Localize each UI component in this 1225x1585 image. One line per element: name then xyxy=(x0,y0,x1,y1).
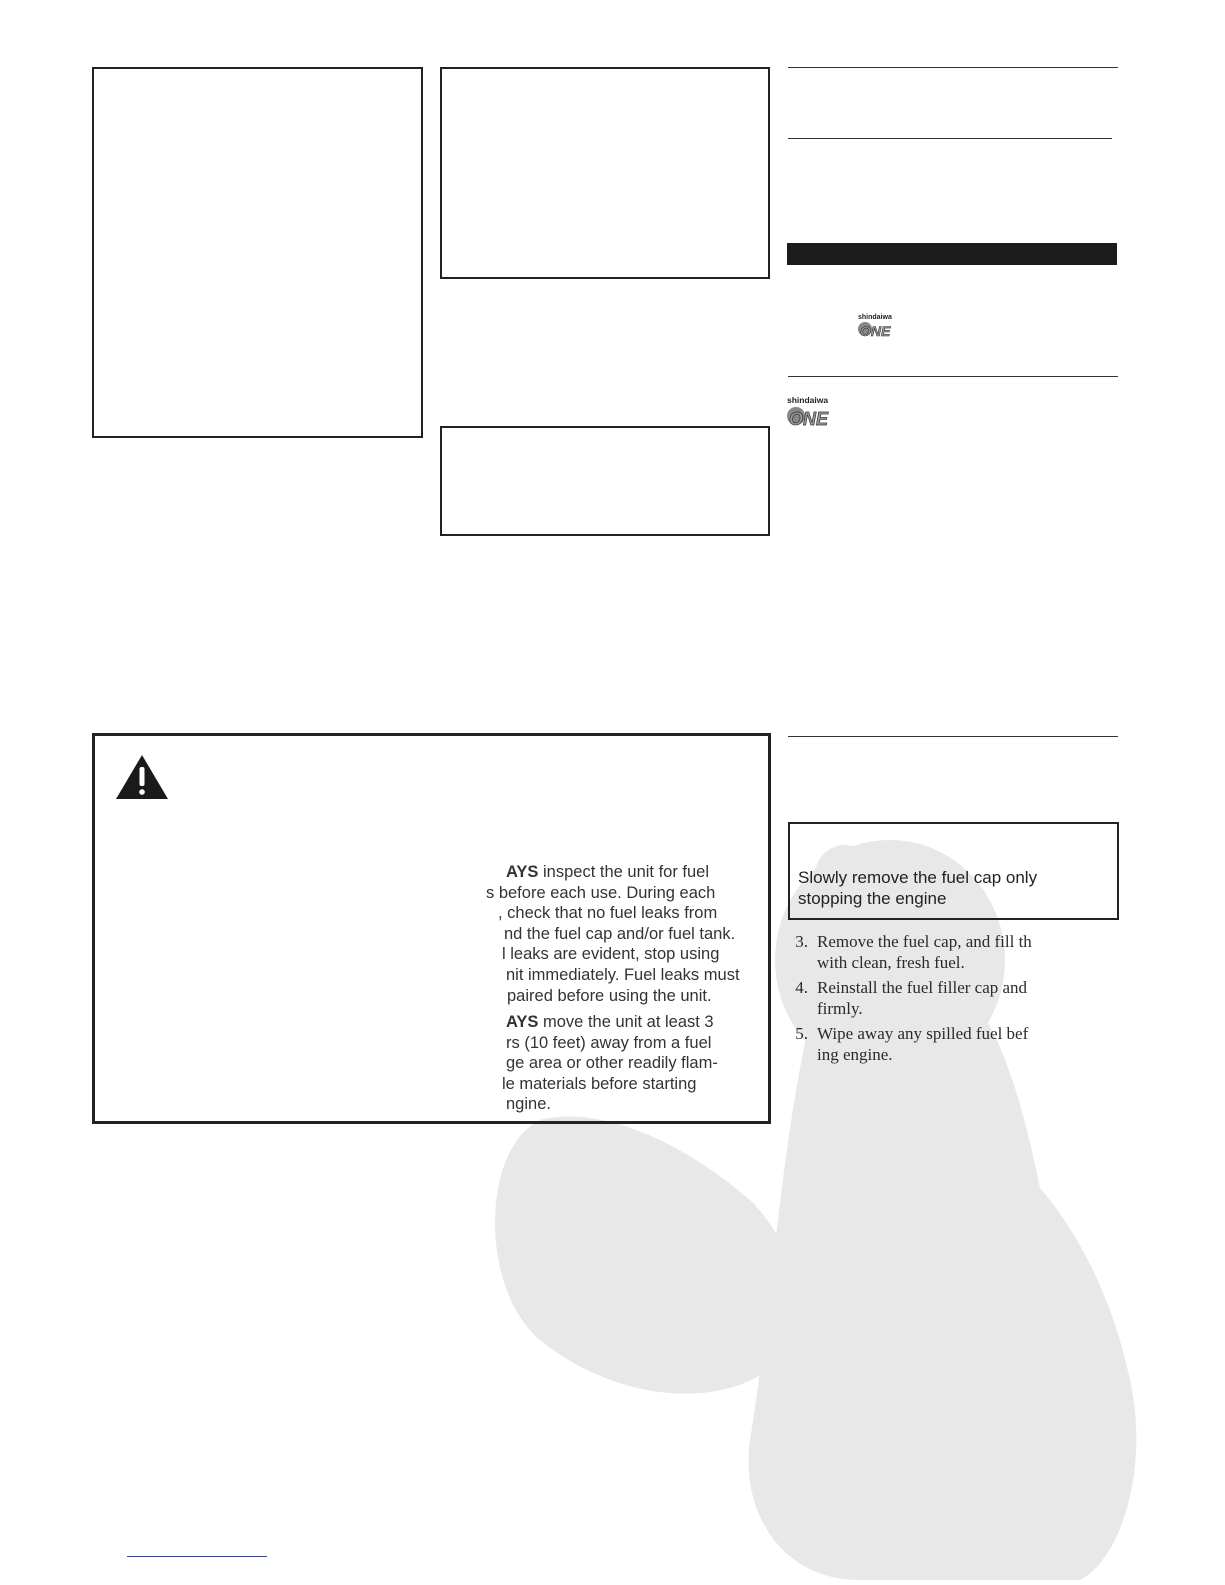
warning-line: AYS inspect the unit for fuel xyxy=(506,863,710,881)
middle-bottom-box xyxy=(440,426,770,536)
right-third-rule xyxy=(788,376,1118,377)
warning-line: nit immediately. Fuel leaks must xyxy=(506,966,740,984)
middle-top-box xyxy=(440,67,770,279)
step-item xyxy=(786,978,1054,1020)
left-column-box xyxy=(92,67,423,438)
right-top-rule xyxy=(788,67,1118,68)
section-heading-bar xyxy=(787,243,1117,265)
logo-small-mark: ONE xyxy=(860,323,891,338)
logo-mark: ONE xyxy=(789,409,829,427)
step-text-line2: ing engine. xyxy=(817,1045,893,1064)
shindaiwa-one-logo xyxy=(786,395,842,427)
logo-small-brand: shindaiwa xyxy=(858,314,892,321)
step-item xyxy=(786,932,1054,974)
step-text-line2: with clean, fresh fuel. xyxy=(817,953,965,972)
step-text-line1: Remove the fuel cap, and fill th xyxy=(817,932,1032,951)
warning-line: l leaks are evident, stop using xyxy=(502,945,720,964)
step-number: 5. xyxy=(795,1024,808,1043)
warning-text-block xyxy=(486,862,768,1122)
step-number: 3. xyxy=(795,932,808,951)
step-text-line2: firmly. xyxy=(817,999,863,1018)
notice-line-2: stopping the engine xyxy=(798,889,947,908)
warning-line: AYS move the unit at least 3 xyxy=(506,1013,714,1031)
warning-triangle-icon xyxy=(115,754,169,800)
warning-line: ngine. xyxy=(506,1095,551,1114)
warning-line: le materials before starting xyxy=(502,1074,697,1093)
warning-line: ge area or other readily flam- xyxy=(506,1054,718,1073)
notice-box xyxy=(788,822,1119,920)
step-item xyxy=(786,1024,1054,1066)
shindaiwa-one-logo-small xyxy=(857,312,903,338)
logo-brand: shindaiwa xyxy=(787,395,829,405)
right-fourth-rule xyxy=(788,736,1118,737)
step-number: 4. xyxy=(795,978,808,997)
warning-line: , check that no fuel leaks from xyxy=(498,904,718,923)
warning-line: paired before using the unit. xyxy=(507,986,712,1005)
right-second-rule xyxy=(788,138,1112,139)
warning-line: s before each use. During each xyxy=(486,883,716,902)
step-text-line1: Wipe away any spilled fuel bef xyxy=(817,1024,1029,1043)
steps-list xyxy=(786,932,1054,1072)
warning-line: rs (10 feet) away from a fuel xyxy=(506,1033,712,1052)
footer-link-underline[interactable] xyxy=(127,1556,267,1557)
notice-line-1: Slowly remove the fuel cap only xyxy=(798,868,1038,887)
warning-line: nd the fuel cap and/or fuel tank. xyxy=(504,924,736,943)
step-text-line1: Reinstall the fuel filler cap and xyxy=(817,978,1028,997)
